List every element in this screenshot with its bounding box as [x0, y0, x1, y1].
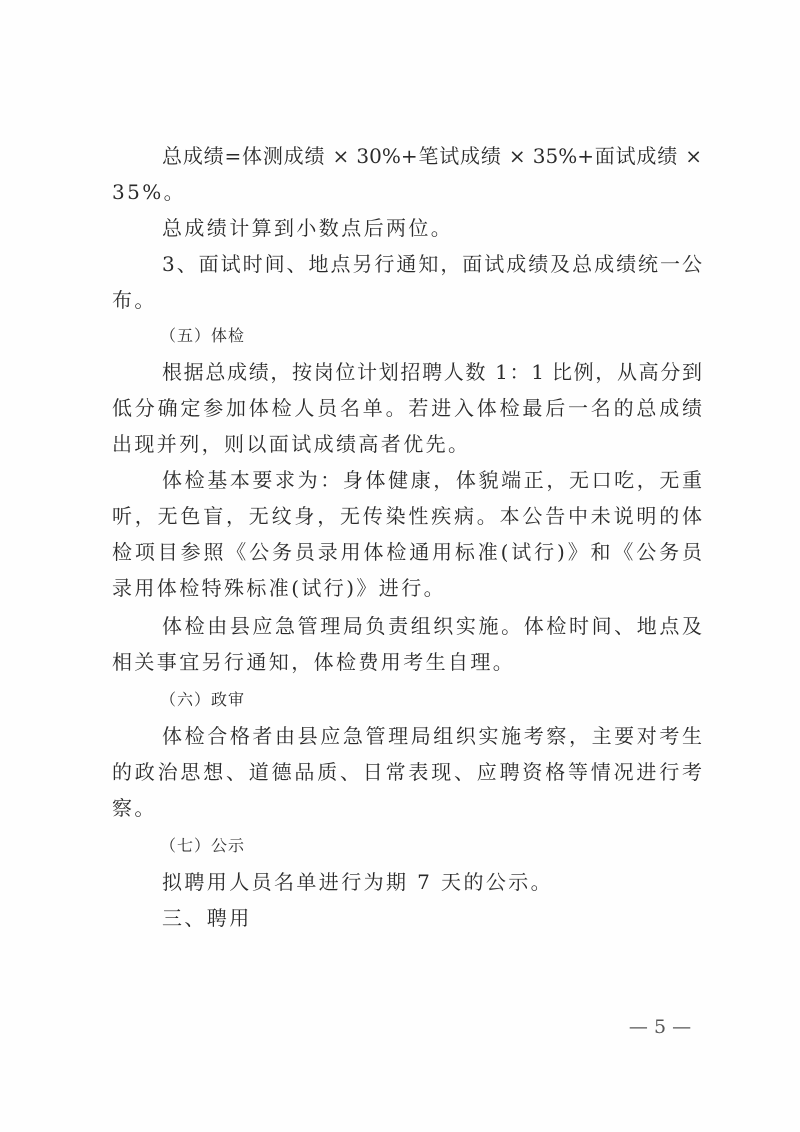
- exam-paragraph-1-line-3: 出现并列，则以面试成绩高者优先。: [112, 432, 471, 456]
- page-number: — 5 —: [628, 1016, 692, 1038]
- item-3-line-1: 3、面试时间、地点另行通知，面试成绩及总成绩统一公: [162, 252, 702, 276]
- section-heading-employment: 三、聘用: [162, 906, 252, 930]
- exam-paragraph-2-line-2: 听，无色盲，无纹身，无传染性疾病。本公告中未说明的体: [112, 504, 702, 528]
- exam-paragraph-2-line-3: 检项目参照《公务员录用体检通用标准(试行)》和《公务员: [112, 540, 702, 564]
- publicity-paragraph: 拟聘用人员名单进行为期 7 天的公示。: [162, 870, 554, 894]
- section-heading-political-review: （六）政审: [160, 690, 246, 709]
- exam-paragraph-3-line-1: 体检由县应急管理局负责组织实施。体检时间、地点及: [162, 614, 702, 638]
- formula-line-1: 总成绩=体测成绩 × 30%+笔试成绩 × 35%+面试成绩 ×: [162, 144, 702, 168]
- review-paragraph-line-2: 的政治思想、道德品质、日常表现、应聘资格等情况进行考: [112, 760, 702, 784]
- rounding-note: 总成绩计算到小数点后两位。: [162, 216, 454, 240]
- section-heading-physical-exam: （五）体检: [160, 326, 246, 345]
- item-3-line-2: 布。: [112, 288, 157, 312]
- exam-paragraph-2-line-4: 录用体检特殊标准(试行)》进行。: [112, 576, 447, 600]
- section-heading-publicity: （七）公示: [160, 836, 246, 855]
- review-paragraph-line-1: 体检合格者由县应急管理局组织实施考察，主要对考生: [162, 724, 702, 748]
- exam-paragraph-1-line-1: 根据总成绩，按岗位计划招聘人数 1：1 比例，从高分到: [162, 360, 702, 384]
- exam-paragraph-3-line-2: 相关事宜另行通知，体检费用考生自理。: [112, 650, 516, 674]
- review-paragraph-line-3: 察。: [112, 796, 157, 820]
- exam-paragraph-2-line-1: 体检基本要求为：身体健康，体貌端正，无口吃，无重: [162, 468, 702, 492]
- formula-line-2: 35%。: [112, 180, 187, 204]
- exam-paragraph-1-line-2: 低分确定参加体检人员名单。若进入体检最后一名的总成绩: [112, 396, 702, 420]
